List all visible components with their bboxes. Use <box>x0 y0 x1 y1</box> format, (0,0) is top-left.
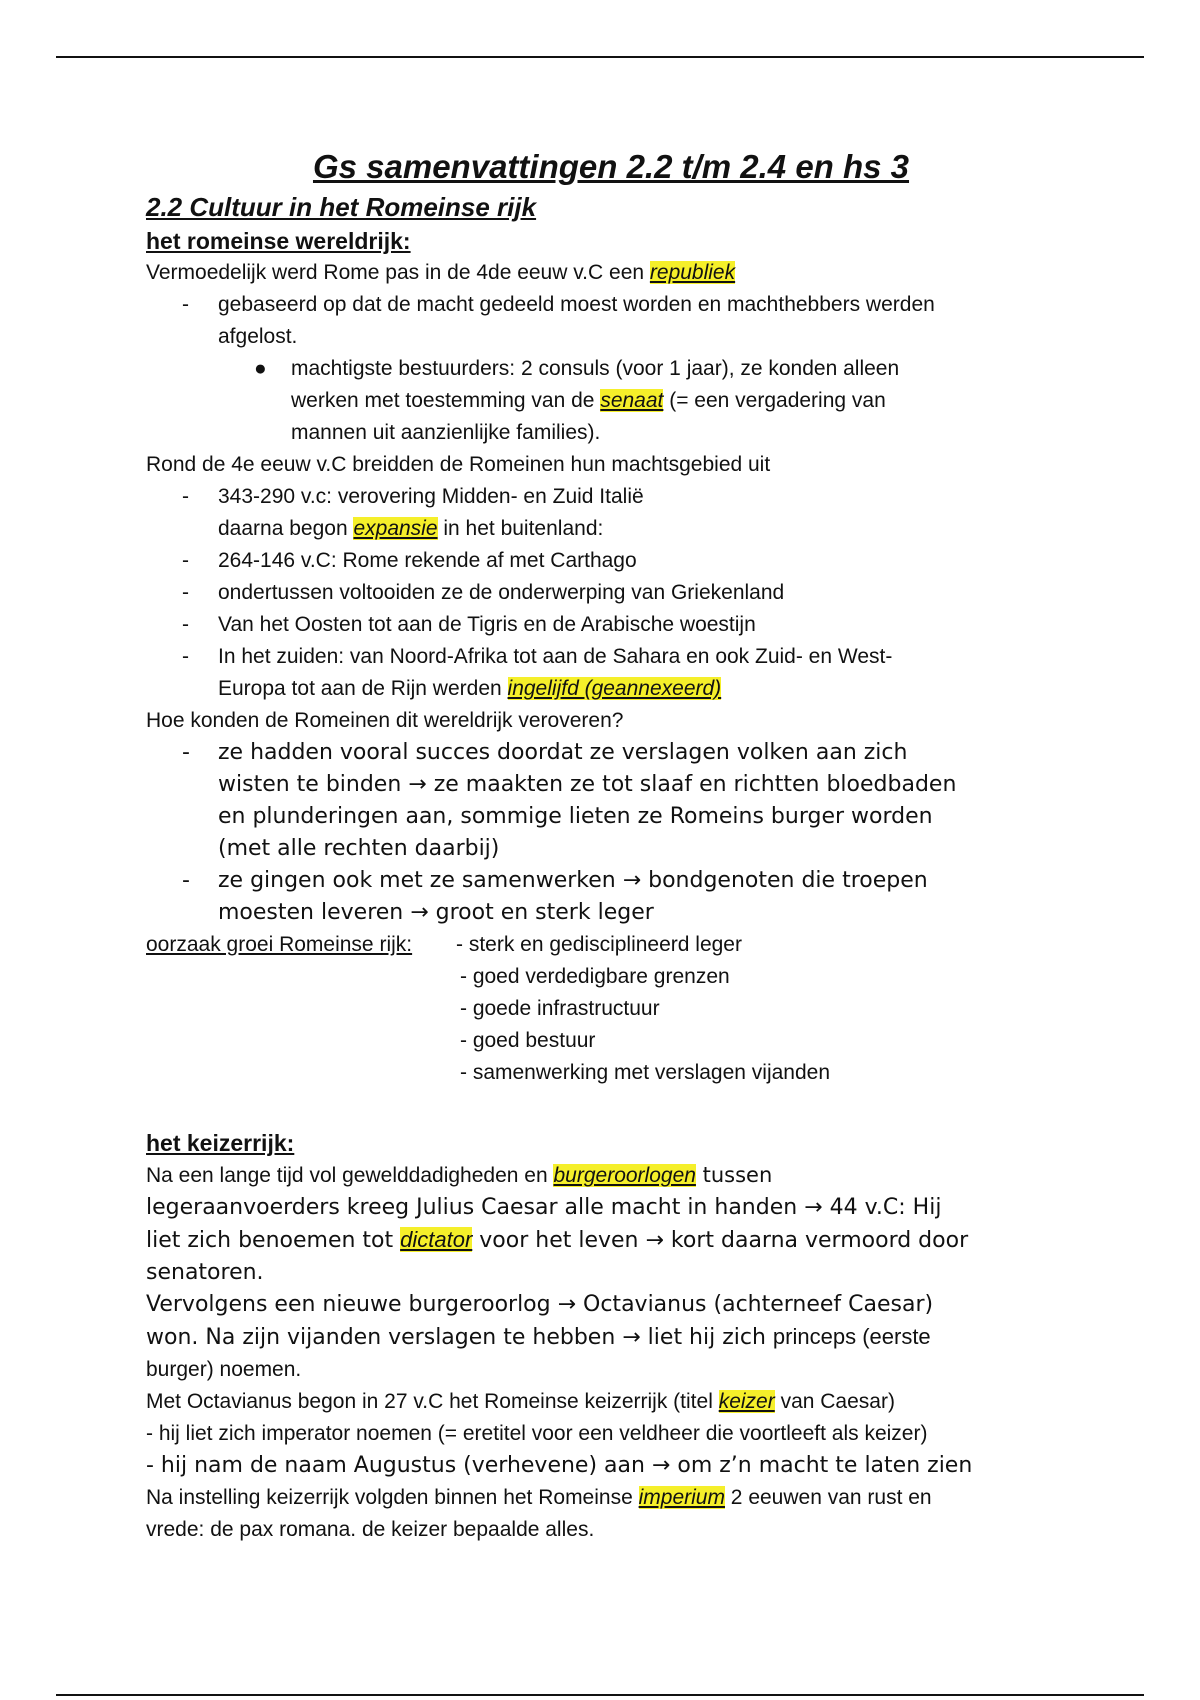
keizerrijk-heading: het keizerrijk: <box>146 1130 295 1156</box>
bullet-icon: ● <box>254 357 267 380</box>
highlight-term: expansie <box>353 517 438 540</box>
text-line: Na instelling keizerrijk volgden binnen het Romeinse imperium 2 eeuwen van rust en <box>146 1486 932 1509</box>
highlight-term: imperium <box>638 1486 725 1509</box>
text-line: vrede: de pax romana. de keizer bepaalde alles. <box>146 1518 595 1541</box>
top-rule <box>56 56 1144 58</box>
list-item-continuation: (met alle rechten daarbij) <box>218 836 500 861</box>
dash-marker: - <box>182 645 189 668</box>
highlight-term: senaat <box>600 389 664 412</box>
highlight-term: keizer <box>718 1390 775 1413</box>
list-item: - Van het Oosten tot aan de Tigris en de Arabische woestijn <box>146 609 1076 641</box>
dash-marker: - <box>182 549 189 572</box>
dash-marker: - <box>182 613 189 636</box>
text-line: won. Na zijn vijanden verslagen te hebben → liet hij zich princeps (eerste <box>146 1324 931 1350</box>
sub-list-item: ● machtigste bestuurders: 2 consuls (voor 1 jaar), ze konden alleen <box>146 353 1076 385</box>
text-line: liet zich benoemen tot dictator voor het leven → kort daarna vermoord door <box>146 1227 969 1253</box>
text-line: senatoren. <box>146 1260 264 1285</box>
text-line: - hij nam de naam Augustus (verhevene) aan → om z’n macht te laten zien <box>146 1453 973 1478</box>
dash-marker: - <box>182 740 190 765</box>
list-item: - ondertussen voltooiden ze de onderwerping van Griekenland <box>146 577 1076 609</box>
dash-marker: - <box>182 485 189 508</box>
bottom-rule <box>56 1694 1144 1696</box>
highlight-term: burgeroorlogen <box>553 1164 696 1187</box>
list-item: - ze hadden vooral succes doordat ze verslagen volken aan zich <box>146 737 1076 769</box>
list-item-continuation: moesten leveren → groot en sterk leger <box>218 900 654 925</box>
list-item-continuation: en plunderingen aan, sommige lieten ze Romeins burger worden <box>218 804 933 829</box>
section-heading: 2.2 Cultuur in het Romeinse rijk <box>146 192 537 222</box>
list-item: - 343-290 v.c: verovering Midden- en Zuid Italië <box>146 481 1076 513</box>
sub-list-item-continuation: mannen uit aanzienlijke families). <box>291 421 601 444</box>
list-item-continuation: daarna begon expansie in het buitenland: <box>218 517 604 540</box>
sub-list-item-continuation: werken met toestemming van de senaat (= een vergadering van <box>291 389 886 412</box>
oorzaak-label: oorzaak groei Romeinse rijk: <box>146 933 413 956</box>
list-item-continuation: wisten te binden → ze maakten ze tot slaaf en richtten bloedbaden <box>218 772 957 797</box>
list-item: - ze gingen ook met ze samenwerken → bondgenoten die troepen <box>146 865 1076 897</box>
highlight-term: republiek <box>649 261 736 284</box>
text-line: burger) noemen. <box>146 1358 302 1381</box>
text-line: - hij liet zich imperator noemen (= eretitel voor een veldheer die voortleeft als keizer) <box>146 1422 928 1445</box>
oorzaak-item: - goed verdedigbare grenzen <box>460 965 730 988</box>
dash-marker: - <box>182 868 190 893</box>
text-line: Vermoedelijk werd Rome pas in de 4de eeuw v.C een republiek <box>146 261 736 284</box>
list-item: - 264-146 v.C: Rome rekende af met Carthago <box>146 545 1076 577</box>
highlight-term: ingelijfd (geannexeerd) <box>507 677 722 700</box>
oorzaak-item: - goede infrastructuur <box>460 997 660 1020</box>
oorzaak-item: - goed bestuur <box>460 1029 596 1052</box>
text-line: Vervolgens een nieuwe burgeroorlog → Octavianus (achterneef Caesar) <box>146 1292 934 1317</box>
dash-marker: - <box>182 293 189 316</box>
wereldrijk-heading: het romeinse wereldrijk: <box>146 228 411 254</box>
text-line: Na een lange tijd vol gewelddadigheden en burgeroorlogen tussen <box>146 1163 773 1187</box>
oorzaak-item: - samenwerking met verslagen vijanden <box>460 1061 831 1084</box>
list-item: - In het zuiden: van Noord-Afrika tot aan de Sahara en ook Zuid- en West- <box>146 641 1076 673</box>
highlight-term: dictator <box>400 1227 473 1252</box>
list-item-continuation: afgelost. <box>218 325 298 348</box>
text-line: legeraanvoerders kreeg Julius Caesar alle macht in handen → 44 v.C: Hij <box>146 1195 942 1220</box>
oorzaak-row <box>146 929 1076 961</box>
paragraph-gap <box>146 1089 1076 1127</box>
dash-marker: - <box>182 581 189 604</box>
document-title: Gs samenvattingen 2.2 t/m 2.4 en hs 3 <box>312 148 910 185</box>
oorzaak-item: - sterk en gedisciplineerd leger <box>456 933 742 956</box>
text-line: Met Octavianus begon in 27 v.C het Romeinse keizerrijk (titel keizer van Caesar) <box>146 1390 895 1413</box>
text-line: Rond de 4e eeuw v.C breidden de Romeinen hun machtsgebied uit <box>146 453 771 476</box>
list-item: - gebaseerd op dat de macht gedeeld moest worden en machthebbers werden <box>146 289 1076 321</box>
document-body <box>146 145 1076 1546</box>
list-item-continuation: Europa tot aan de Rijn werden ingelijfd (geannexeerd) <box>218 677 722 700</box>
text-line: Hoe konden de Romeinen dit wereldrijk veroveren? <box>146 709 624 732</box>
